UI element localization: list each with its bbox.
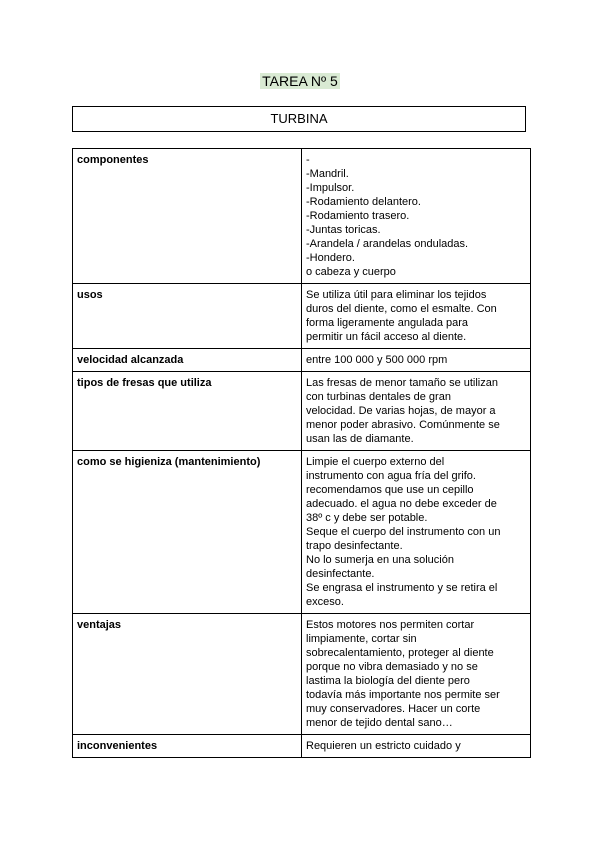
row-label: velocidad alcanzada: [73, 349, 302, 372]
row-value: [302, 451, 531, 614]
row-label: componentes: [73, 149, 302, 284]
value-line: -Arandela / arandelas onduladas.: [306, 238, 469, 250]
document-title: [0, 72, 600, 90]
value-line: -Rodamiento trasero.: [306, 210, 410, 222]
row-label: tipos de fresas que utiliza: [73, 372, 302, 451]
value-line: recomendamos que use un cepillo: [306, 484, 474, 496]
value-line: entre 100 000 y 500 000 rpm: [306, 354, 448, 366]
row-label: usos: [73, 284, 302, 349]
value-line: No lo sumerja en una solución: [306, 554, 454, 566]
section-heading: TURBINA: [72, 106, 526, 132]
value-line: o cabeza y cuerpo: [306, 266, 396, 278]
table-row: [73, 149, 531, 284]
value-line: usan las de diamante.: [306, 433, 414, 445]
value-line: adecuado. el agua no debe exceder de: [306, 498, 497, 510]
value-line: -Mandril.: [306, 168, 349, 180]
row-value: [302, 349, 531, 372]
table-row: [73, 284, 531, 349]
value-line: instrumento con agua fría del grifo.: [306, 470, 476, 482]
value-line: menor poder abrasivo. Comúnmente se: [306, 419, 500, 431]
value-line: -Impulsor.: [306, 182, 355, 194]
info-table: [72, 148, 531, 758]
value-line: 38º c y debe ser potable.: [306, 512, 428, 524]
value-line: trapo desinfectante.: [306, 540, 403, 552]
value-line: Requieren un estricto cuidado y: [306, 740, 461, 752]
value-line: sobrecalentamiento, proteger al diente: [306, 647, 494, 659]
value-line: limpiamente, cortar sin: [306, 633, 417, 645]
value-line: muy conservadores. Hacer un corte: [306, 703, 481, 715]
info-table-body: [73, 149, 531, 758]
row-value: [302, 735, 531, 758]
value-line: exceso.: [306, 596, 344, 608]
value-line: con turbinas dentales de gran: [306, 391, 451, 403]
value-line: -Rodamiento delantero.: [306, 196, 421, 208]
value-line: -Hondero.: [306, 252, 355, 264]
value-line: duros del diente, como el esmalte. Con: [306, 303, 497, 315]
value-line: -Juntas toricas.: [306, 224, 381, 236]
value-line: Estos motores nos permiten cortar: [306, 619, 475, 631]
row-value: [302, 149, 531, 284]
value-line: forma ligeramente angulada para: [306, 317, 469, 329]
value-line: porque no vibra demasiado y no se: [306, 661, 478, 673]
value-line: Seque el cuerpo del instrumento con un: [306, 526, 501, 538]
row-value: [302, 372, 531, 451]
value-line: permitir un fácil acceso al diente.: [306, 331, 467, 343]
value-line: menor de tejido dental sano…: [306, 717, 453, 729]
value-line: Limpie el cuerpo externo del: [306, 456, 445, 468]
row-label: ventajas: [73, 614, 302, 735]
value-line: desinfectante.: [306, 568, 375, 580]
table-row: [73, 735, 531, 758]
value-line: todavía más importante nos permite ser: [306, 689, 500, 701]
value-line: velocidad. De varias hojas, de mayor a: [306, 405, 496, 417]
row-label: como se higieniza (mantenimiento): [73, 451, 302, 614]
table-row: [73, 614, 531, 735]
value-line: Se engrasa el instrumento y se retira el: [306, 582, 498, 594]
table-row: [73, 372, 531, 451]
table-row: [73, 451, 531, 614]
value-line: Las fresas de menor tamaño se utilizan: [306, 377, 498, 389]
table-row: [73, 349, 531, 372]
value-line: Se utiliza útil para eliminar los tejidos: [306, 289, 487, 301]
value-line: lastima la biología del diente pero: [306, 675, 470, 687]
value-line: -: [306, 154, 310, 166]
row-value: [302, 284, 531, 349]
document-title-text: TAREA Nº 5: [262, 73, 338, 89]
row-label: inconvenientes: [73, 735, 302, 758]
row-value: [302, 614, 531, 735]
